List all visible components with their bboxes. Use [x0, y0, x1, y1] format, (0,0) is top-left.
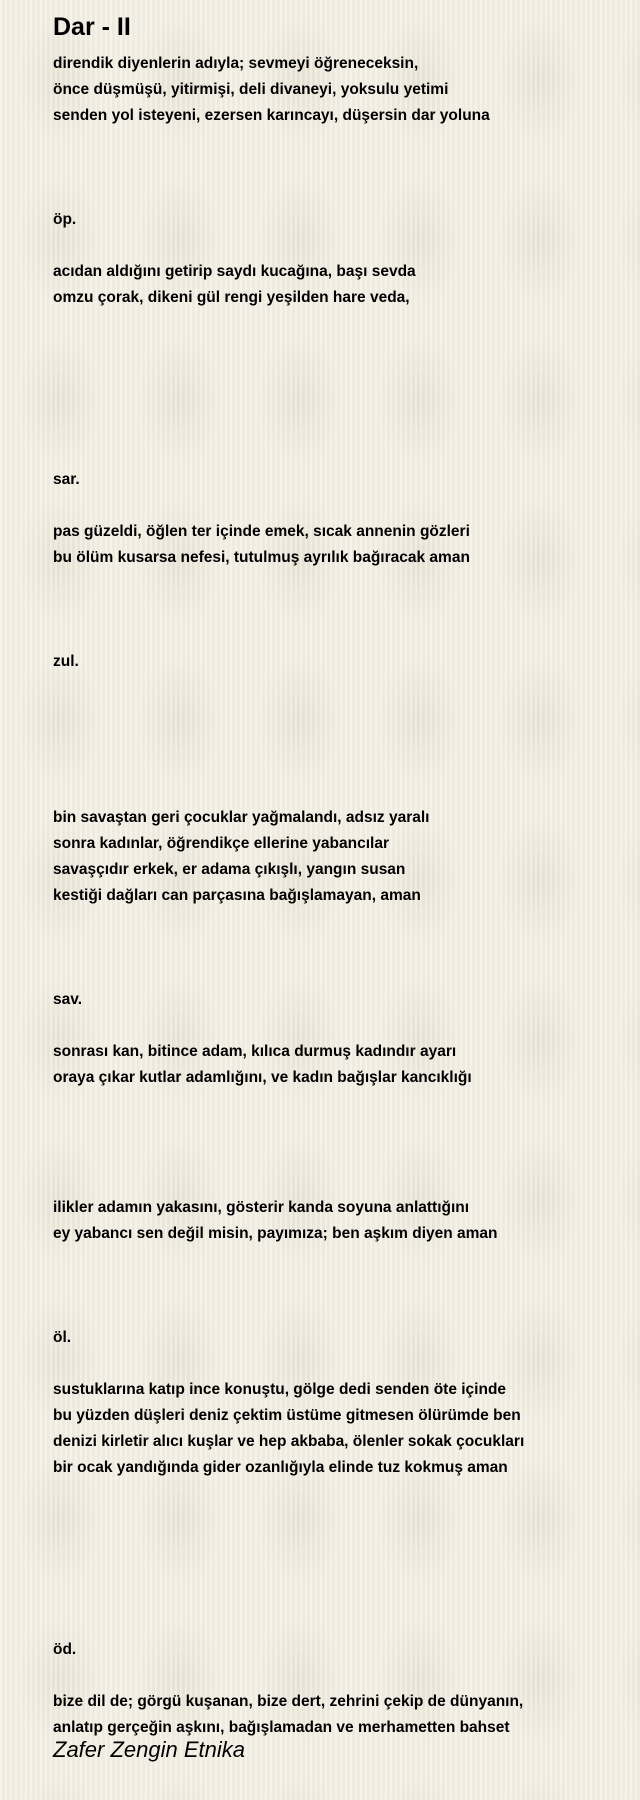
poem-title: Dar - II [53, 13, 131, 41]
poem-author: Zafer Zengin Etnika [53, 1737, 245, 1762]
poem-text: direndik diyenlerin adıyla; sevmeyi öğreneceksin, önce düşmüşü, yitirmişi, deli divaneyi, yoksulu yetimi senden yol isteyeni, ezersen karıncayı, düşersin dar yoluna öp. acıdan aldığını getirip saydı kucağına, başı sevda omzu çorak, dikeni gül rengi yeşilden hare veda, sar. pas güzeldi, öğlen ter içinde emek, sıcak annenin gözleri bu ölüm kusarsa nefesi, tutulmuş ayrılık bağıracak aman zul. bin savaştan geri çocuklar yağmalandı, adsız yaralı sonra kadınlar, öğrendikçe ellerine yabancılar savaşçıdır erkek, er adama çıkışlı, yangın susan kestiği dağları can parçasına bağışlamayan, aman sav. sonrası kan, bitince adam, kılıca durmuş kadındır ayarı oraya çıkar kutlar adamlığını, ve kadın bağışlar kancıklığı ilikler adamın yakasını, gösterir kanda soyuna anlattığını ey yabancı sen değil misin, payımıza; ben aşkım diyen aman öl. sustuklarına katıp ince konuştu, gölge dedi senden öte içinde bu yüzden düşleri deniz çektim üstüme gitmesen ölürümde ben denizi kirletir alıcı kuşlar ve hep akbaba, ölenler sokak çocukları bir ocak yandığında gider ozanlığıyla elinde tuz kokmuş aman öd. bize dil de; görgü kuşanan, bize dert, zehrini çekip de dünyanın, anlatıp gerçeğin aşkını, bağışlamadan ve merhametten bahset [53, 55, 525, 1736]
